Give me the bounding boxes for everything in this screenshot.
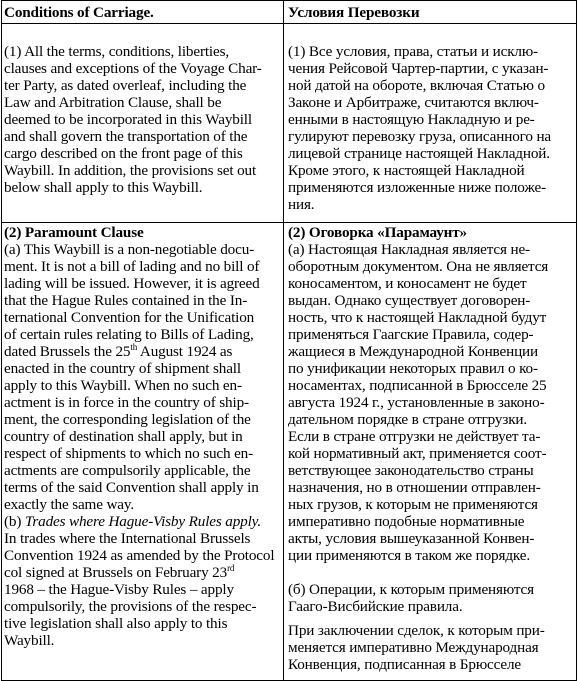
- russian-intro-line: чения Рейсовой Чартер-партии, с указан-: [288, 60, 549, 77]
- russian-para-a-line: кой нормативный акт, применяется соот-: [288, 445, 547, 462]
- russian-para-b-line: (б) Операции, к которым применяются: [288, 581, 534, 598]
- russian-para-a-line: императивно подобные нормативные: [288, 513, 525, 530]
- russian-para-a-line: носаментах, подписанной в Брюсселе 25: [288, 377, 547, 394]
- english-para-a-line: lading will be issued. However, it is agreed: [4, 275, 260, 292]
- russian-para-b-line: При заключении сделок, к которым при-: [288, 622, 545, 639]
- russian-para-a-line: назначения, но в отношении отправлен-: [288, 479, 541, 496]
- english-para-a-line: actment is in force in the country of ship-: [4, 394, 249, 411]
- english-intro-line: (1) All the terms, conditions, liberties,: [4, 43, 229, 60]
- english-para-a-line: terms of the said Convention shall apply in: [4, 479, 259, 496]
- russian-para-a-line: августа 1924 г., установленные в законо-: [288, 394, 545, 411]
- russian-para-a-line: ность, что к настоящей Накладной будут: [288, 309, 547, 326]
- signed-prefix: col signed at Brussels on February 23: [4, 564, 228, 581]
- russian-intro-line: ной датой на обороте, включая Статью о: [288, 77, 545, 94]
- english-intro-line: cargo described on the front page of this: [4, 145, 243, 162]
- english-para-a-line: of certain rules relating to Bills of Lading,: [4, 326, 254, 343]
- english-para-a-line: actments are compulsorily applicable, the: [4, 462, 251, 479]
- english-intro-line: ter Party, as dated overleaf, including the: [4, 77, 247, 94]
- english-para-a-line: exactly the same way.: [4, 496, 134, 513]
- russian-paramount-heading: (2) Оговорка «Парамаунт»: [288, 224, 468, 241]
- english-intro-line: clauses and exceptions of the Voyage Char-: [4, 60, 262, 77]
- russian-intro-line: гулируют перевозку груза, описанного на: [288, 128, 552, 145]
- english-para-a-line: ment. It is not a bill of lading and no bill of: [4, 258, 260, 275]
- russian-intro-line: Кроме этого, к настоящей Накладной: [288, 162, 525, 179]
- russian-para-a-line: по унификации некоторых правил о ко-: [288, 360, 538, 377]
- russian-intro-line: лицевой странице настоящей Накладной.: [288, 145, 550, 162]
- russian-intro-line: ния.: [288, 196, 315, 213]
- column-divider: [283, 0, 284, 681]
- english-column: [4, 0, 282, 681]
- russian-para-a-line: выдан. Однако существует договорен-: [288, 292, 531, 309]
- russian-intro-line: енными в настоящую Накладную и ре-: [288, 111, 535, 128]
- english-para-a-line: enacted in the country of shipment shall: [4, 360, 241, 377]
- russian-para-b-line: меняется императивно Международная: [288, 639, 539, 656]
- english-intro-line: and shall govern the transportation of the: [4, 128, 248, 145]
- russian-para-a-line: ции применяются в таком же порядке.: [288, 547, 530, 564]
- russian-intro-line: Законе и Арбитраже, считаются включ-: [288, 94, 539, 111]
- english-para-b-line: 1968 – the Hague-Visby Rules – apply: [4, 581, 234, 598]
- english-para-a-line: ment, the corresponding legislation of the: [4, 411, 251, 428]
- russian-para-a-line: ных грузов, к которым не применяются: [288, 496, 538, 513]
- para-b-italic-title: Trades where Hague-Visby Rules apply.: [24, 513, 262, 530]
- dated-superscript: th: [130, 342, 138, 352]
- english-para-a-line: apply to this Waybill. When no such en-: [4, 377, 242, 394]
- english-intro-line: deemed to be incorporated in this Waybill: [4, 111, 252, 128]
- russian-para-a-line: жащиеся в Международной Конвенции: [288, 343, 538, 360]
- english-intro-line: Law and Arbitration Clause, shall be: [4, 94, 222, 111]
- english-heading: Conditions of Carriage.: [4, 4, 154, 21]
- russian-intro-line: (1) Все условия, права, статьи и исклю-: [288, 43, 538, 60]
- english-intro-line: below shall apply to this Waybill.: [4, 179, 203, 196]
- english-intro-line: Waybill. In addition, the provisions set out: [4, 162, 257, 179]
- russian-para-a-line: (а) Настоящая Накладная является не-: [288, 241, 530, 258]
- russian-intro-line: применяются изложенные ниже положе-: [288, 179, 547, 196]
- english-para-a-line: country of destination shall apply, but in: [4, 428, 243, 445]
- russian-para-a-line: оборотным документом. Она не является: [288, 258, 549, 275]
- para-b-prefix: (b): [4, 513, 25, 530]
- english-para-b-line: In trades where the International Brussels: [4, 530, 251, 547]
- russian-para-a-line: акты, условия вышеуказанной Конвен-: [288, 530, 535, 547]
- english-paramount-heading: (2) Paramount Clause: [4, 224, 144, 241]
- english-para-a-line: ternational Convention for the Unification: [4, 309, 255, 326]
- dated-suffix: August 1924 as: [137, 343, 233, 360]
- russian-para-b-line: Конвенция, подписанная в Брюсселе: [288, 656, 521, 673]
- russian-column: [288, 0, 576, 681]
- english-signed-line: [4, 564, 282, 581]
- russian-para-a-line: коносаментом, и коносамент не будет: [288, 275, 527, 292]
- english-para-b-line: compulsorily, the provisions of the respec-: [4, 598, 257, 615]
- english-para-b-heading: [4, 513, 282, 530]
- english-dated-line: [4, 343, 282, 360]
- russian-para-a-line: применяться Гаагские Правила, содер-: [288, 326, 534, 343]
- english-para-a-line: that the Hague Rules contained in the In-: [4, 292, 248, 309]
- russian-para-a-line: Если в стране отгрузки не действует та-: [288, 428, 541, 445]
- signed-superscript: rd: [227, 563, 235, 573]
- table-right-border: [576, 0, 577, 681]
- english-para-a-line: (a) This Waybill is a non-negotiable docu-: [4, 241, 255, 258]
- russian-para-a-line: дательном порядке в стране отгрузки.: [288, 411, 528, 428]
- russian-para-a-line: ветствующее законодательство страны: [288, 462, 534, 479]
- russian-heading: Условия Перевозки: [288, 4, 420, 21]
- english-para-a-line: respect of shipments to which no such en-: [4, 445, 254, 462]
- table-left-border: [1, 0, 2, 681]
- english-para-b-line: Waybill.: [4, 632, 55, 649]
- russian-para-b-line: Гааго-Висбийские правила.: [288, 598, 463, 615]
- dated-prefix: dated Brussels the 25: [4, 343, 131, 360]
- english-para-b-line: tive legislation shall also apply to this: [4, 615, 228, 632]
- english-para-b-line: Convention 1924 as amended by the Protocol: [4, 547, 275, 564]
